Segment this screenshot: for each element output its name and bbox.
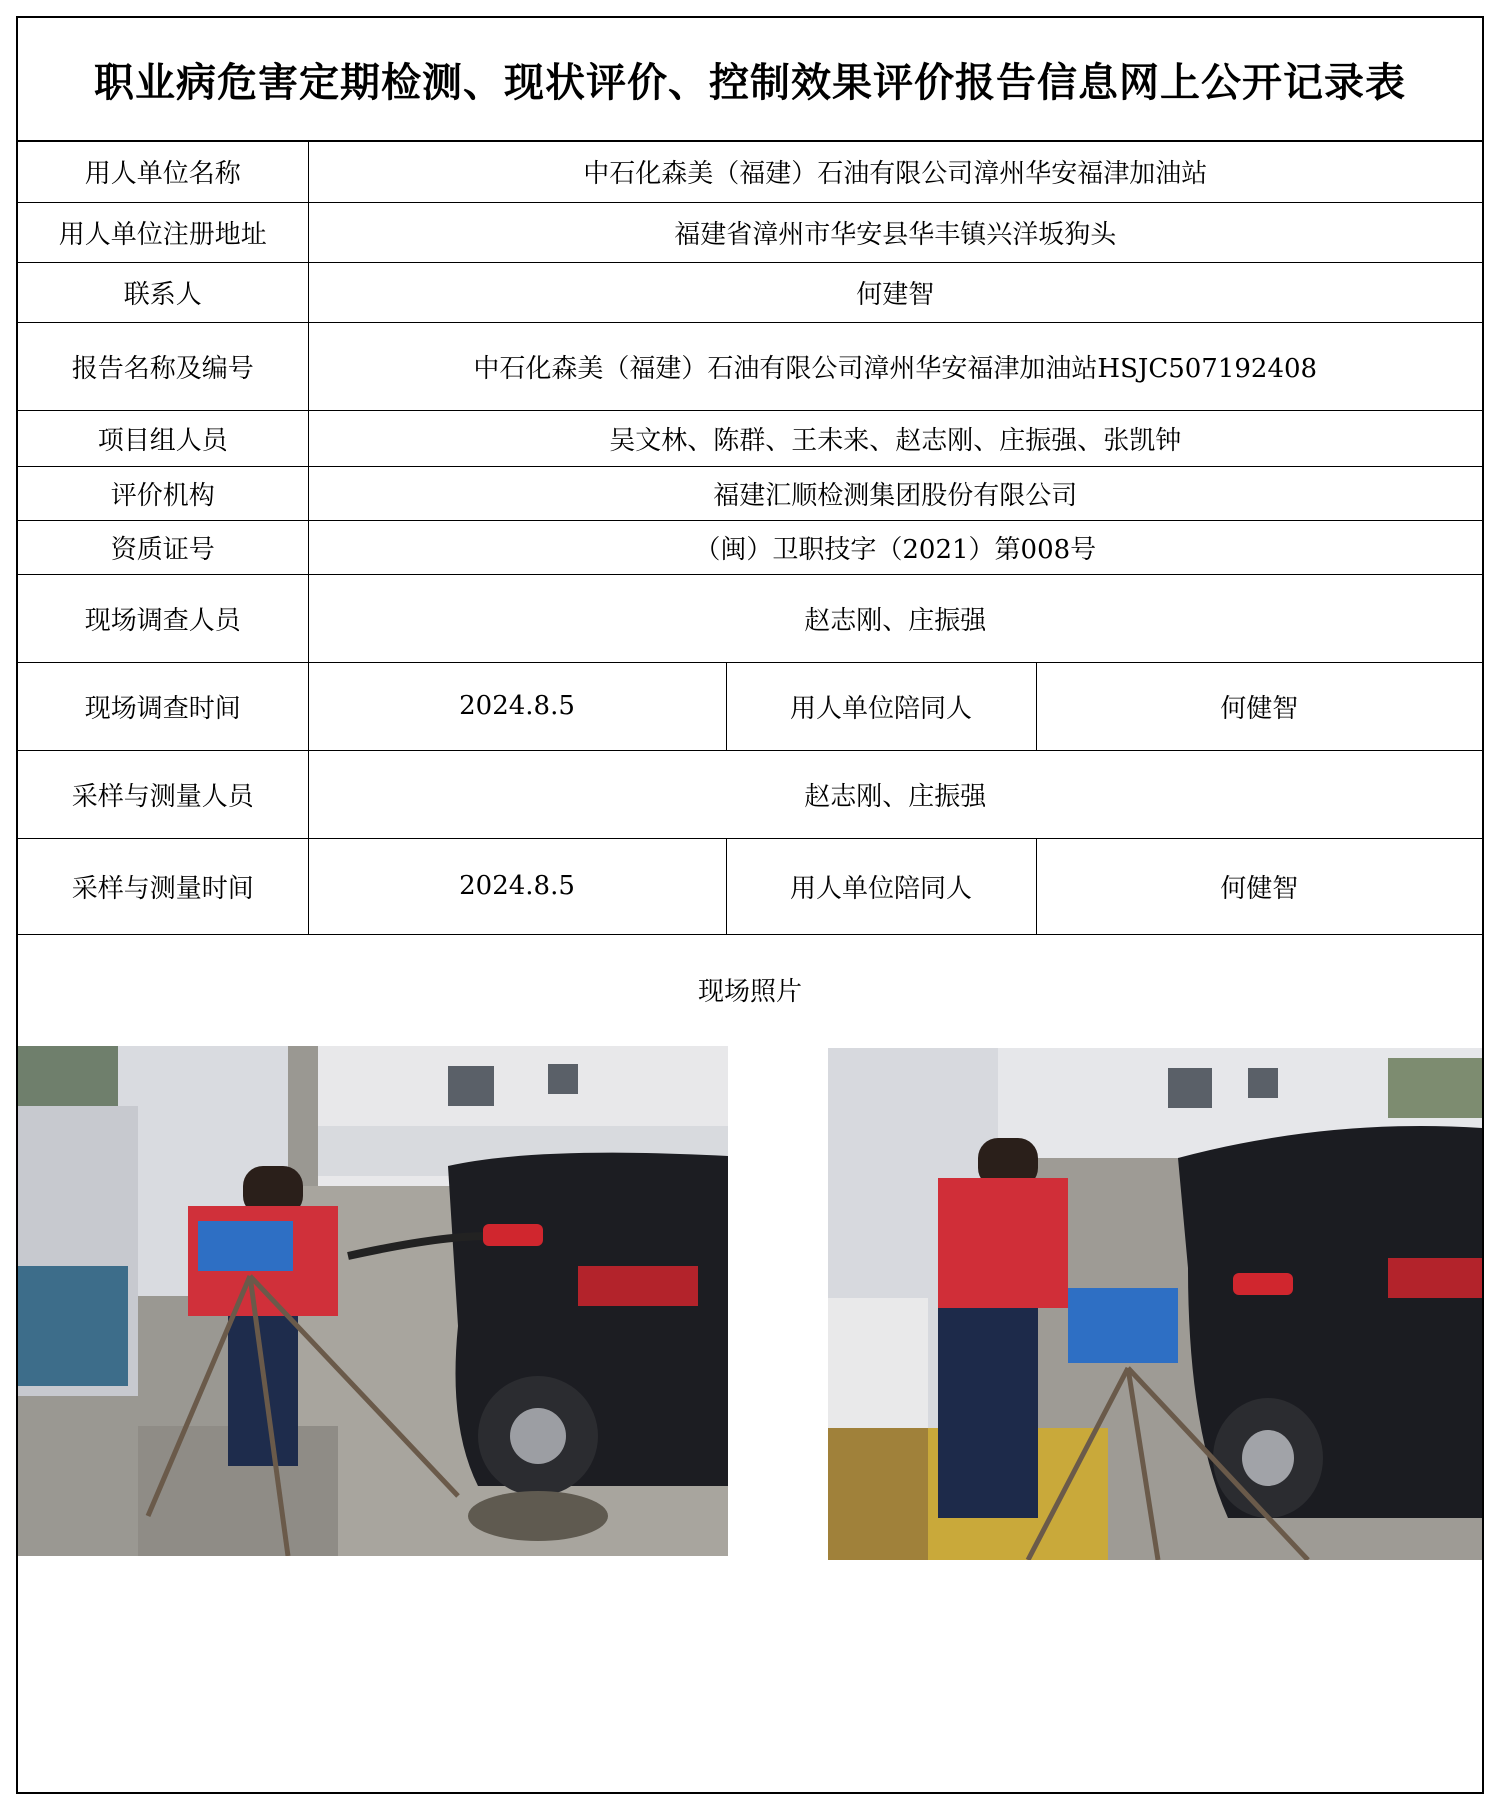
survey-staff-value: 赵志刚、庄振强 — [308, 574, 1482, 662]
row-label: 现场调查时间 — [18, 662, 308, 750]
survey-companion-value: 何健智 — [1036, 662, 1482, 750]
row-label: 评价机构 — [18, 466, 308, 520]
row-label: 报告名称及编号 — [18, 322, 308, 410]
row-label: 资质证号 — [18, 520, 308, 574]
table-row — [18, 520, 1482, 574]
info-table — [18, 142, 1482, 935]
table-row — [18, 262, 1482, 322]
row-label: 现场调查人员 — [18, 574, 308, 662]
team-value: 吴文林、陈群、王未来、赵志刚、庄振强、张凯钟 — [308, 410, 1482, 466]
document-title: 职业病危害定期检测、现状评价、控制效果评价报告信息网上公开记录表 — [18, 18, 1482, 142]
cert-value: （闽）卫职技字（2021）第008号 — [308, 520, 1482, 574]
survey-time-value: 2024.8.5 — [308, 662, 726, 750]
row-label: 用人单位陪同人 — [726, 838, 1036, 934]
row-label: 用人单位名称 — [18, 142, 308, 202]
agency-value: 福建汇顺检测集团股份有限公司 — [308, 466, 1482, 520]
contact-value: 何建智 — [308, 262, 1482, 322]
table-row — [18, 466, 1482, 520]
table-row — [18, 838, 1482, 934]
row-label: 采样与测量人员 — [18, 750, 308, 838]
row-label: 用人单位注册地址 — [18, 202, 308, 262]
record-sheet — [16, 16, 1484, 1794]
sampling-time-value: 2024.8.5 — [308, 838, 726, 934]
row-label: 项目组人员 — [18, 410, 308, 466]
report-value: 中石化森美（福建）石油有限公司漳州华安福津加油站HSJC507192408 — [308, 322, 1482, 410]
photos-label: 现场照片 — [697, 976, 802, 1007]
table-row — [18, 750, 1482, 838]
sampling-companion-value: 何健智 — [1036, 838, 1482, 934]
employer-name-value: 中石化森美（福建）石油有限公司漳州华安福津加油站 — [308, 142, 1482, 202]
table-row — [18, 574, 1482, 662]
site-photo-right — [828, 1048, 1482, 1560]
site-photo-left — [18, 1046, 728, 1556]
table-row — [18, 322, 1482, 410]
table-row — [18, 142, 1482, 202]
row-label: 联系人 — [18, 262, 308, 322]
row-label: 用人单位陪同人 — [726, 662, 1036, 750]
table-row — [18, 662, 1482, 750]
table-row — [18, 202, 1482, 262]
sampling-staff-value: 赵志刚、庄振强 — [308, 750, 1482, 838]
table-row — [18, 410, 1482, 466]
employer-address-value: 福建省漳州市华安县华丰镇兴洋坂狗头 — [308, 202, 1482, 262]
row-label: 采样与测量时间 — [18, 838, 308, 934]
